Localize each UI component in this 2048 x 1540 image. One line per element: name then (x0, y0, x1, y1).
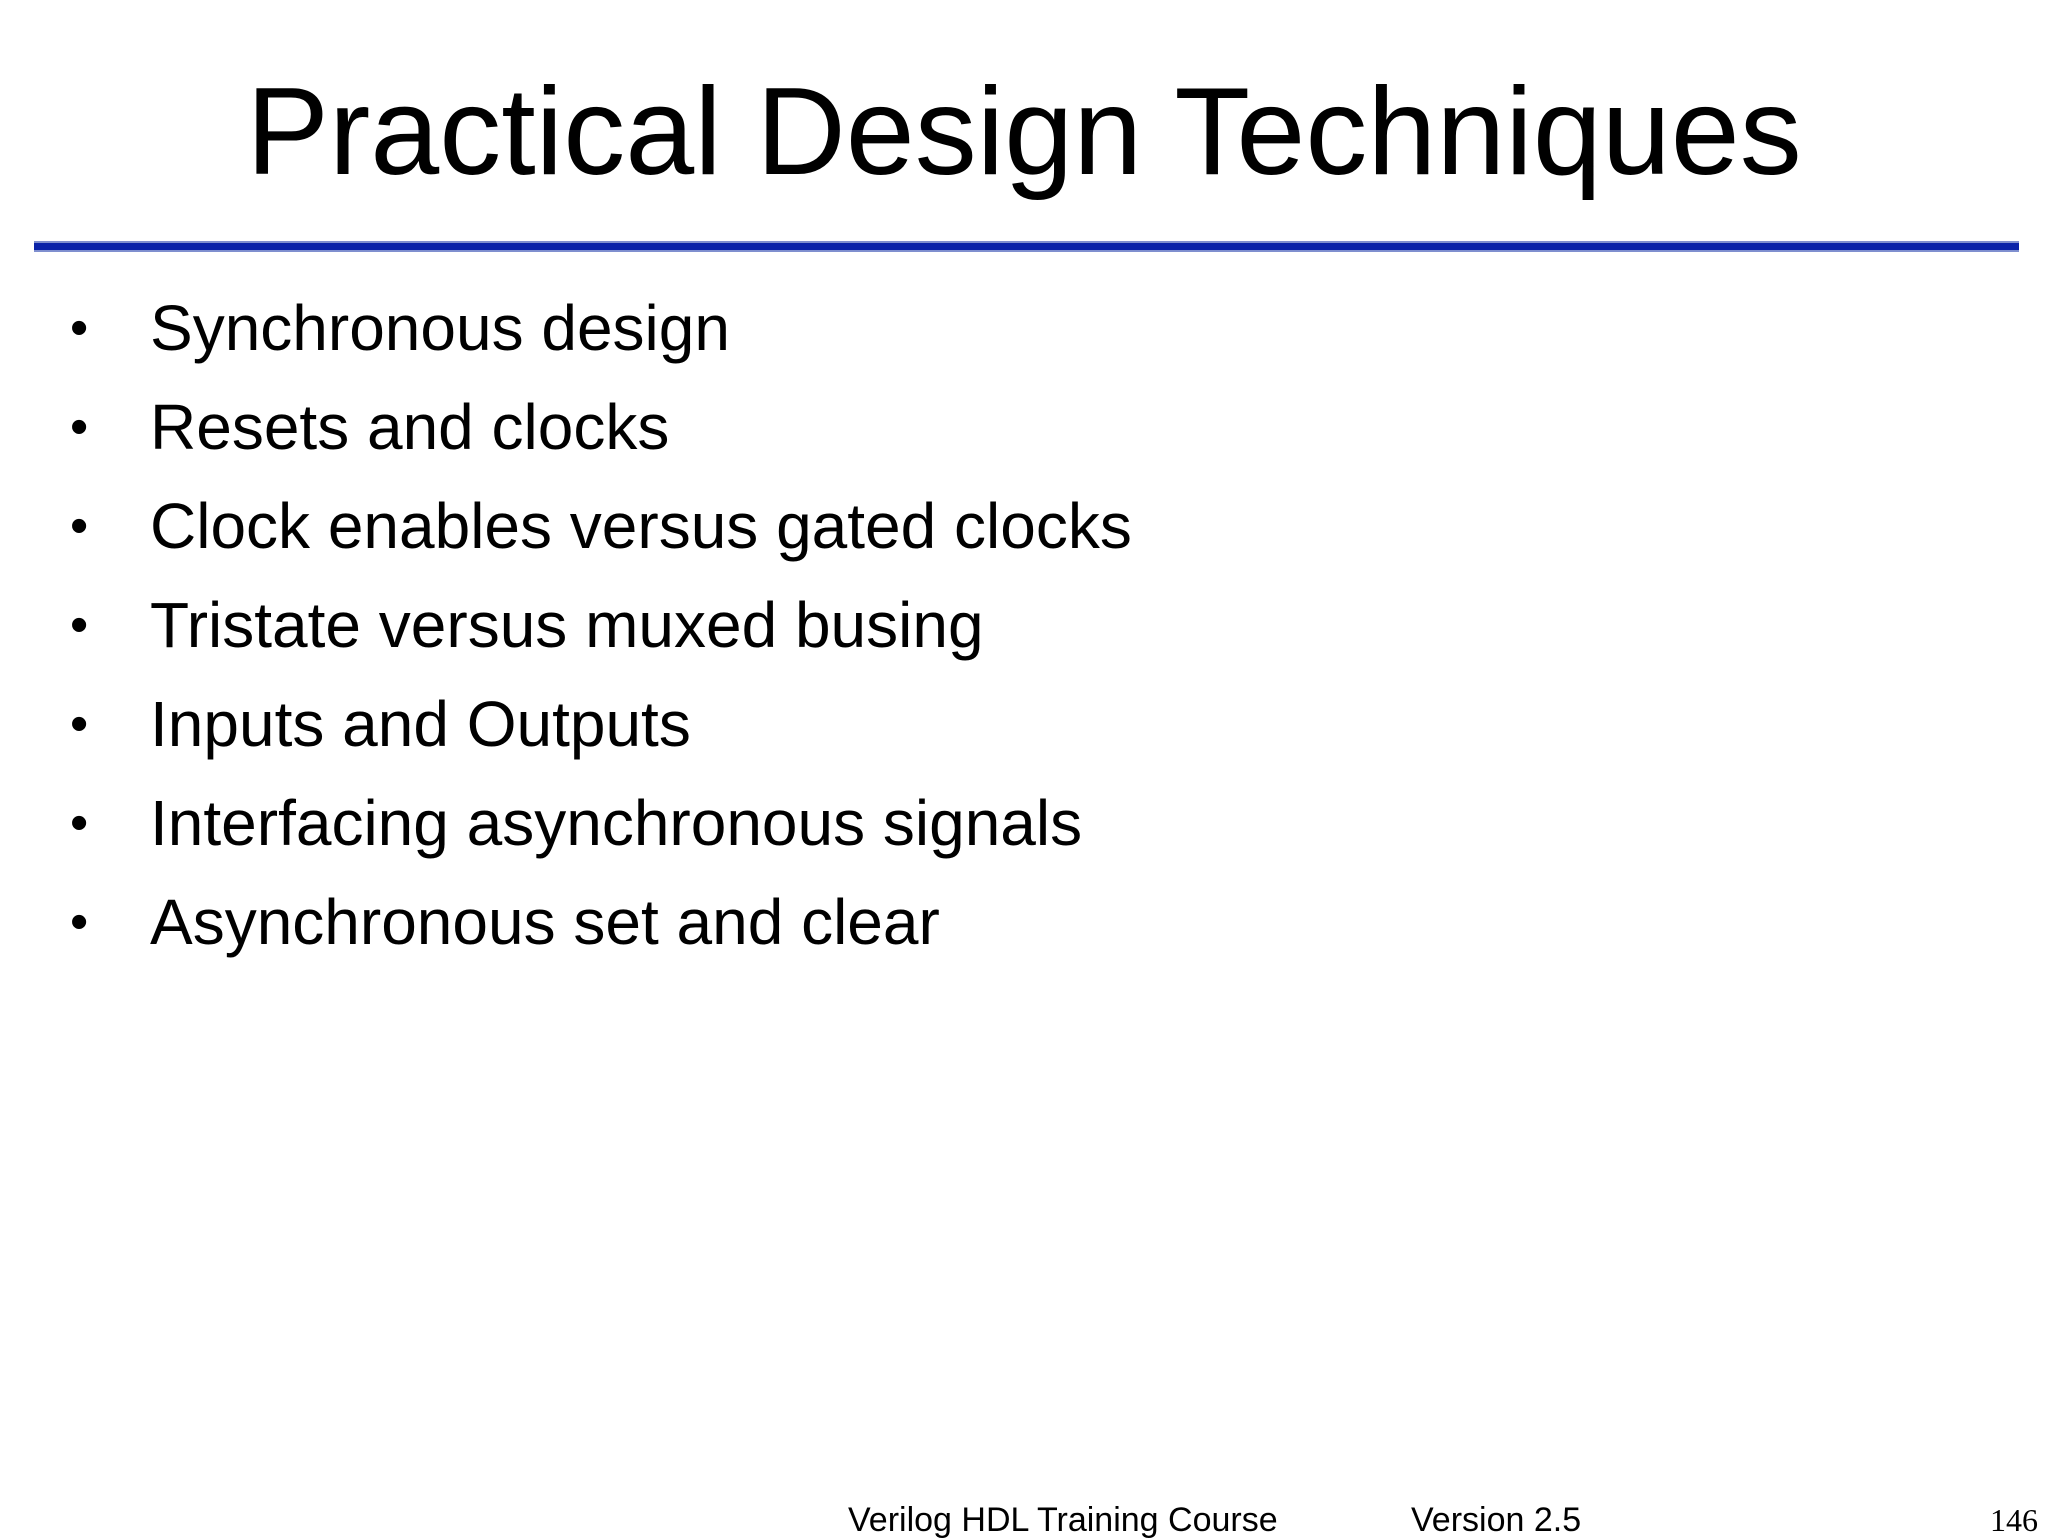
bullet-text: Resets and clocks (150, 391, 670, 463)
bullet-dot: • (70, 695, 89, 753)
bullet-dot: • (70, 893, 89, 951)
bullet-dot: • (70, 299, 89, 357)
bullet-dot: • (70, 497, 89, 555)
title-divider (34, 241, 2019, 252)
bullet-dot: • (70, 794, 89, 852)
bullet-text: Inputs and Outputs (150, 688, 691, 760)
bullet-text: Interfacing asynchronous signals (150, 787, 1083, 859)
bullet-text: Synchronous design (150, 292, 730, 364)
slide-title: Practical Design Techniques (246, 63, 1802, 201)
bullet-text: Clock enables versus gated clocks (150, 490, 1132, 562)
footer-course-title: Verilog HDL Training Course (848, 1501, 1278, 1539)
footer-version: Version 2.5 (1411, 1501, 1582, 1539)
bullet-dot: • (70, 398, 89, 456)
page-number: 146 (1990, 1502, 2038, 1538)
bullet-text: Tristate versus muxed busing (150, 589, 984, 661)
bullet-dot: • (70, 596, 89, 654)
bullet-text: Asynchronous set and clear (150, 886, 940, 958)
